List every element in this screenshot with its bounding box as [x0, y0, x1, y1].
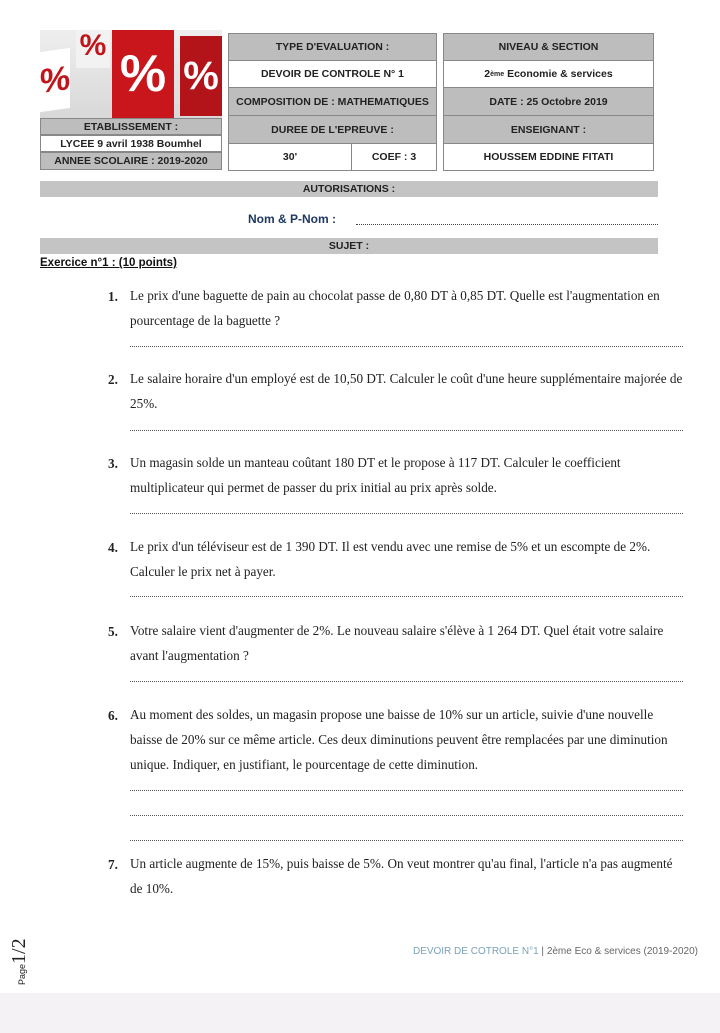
question-number: 6.: [108, 708, 118, 723]
eval-type: DEVOIR DE CONTROLE N° 1: [228, 60, 437, 88]
logo-cube: %: [112, 30, 174, 118]
exercise-title: Exercice n°1 : (10 points): [40, 257, 177, 269]
question-number: 1.: [108, 289, 118, 304]
logo-cube: %: [180, 36, 222, 116]
eval-type-label: TYPE D'EVALUATION :: [228, 33, 437, 61]
level-text: Economie & services: [507, 68, 613, 80]
question-text: Le prix d'une baguette de pain au chocolat passe de 0,80 DT à 0,85 DT. Quelle est l'augmentation en pourcentage de la baguette ?: [130, 288, 660, 328]
composition: COMPOSITION DE : MATHEMATIQUES: [228, 87, 437, 116]
duration-label: DUREE DE L'EPREUVE :: [228, 115, 437, 144]
page-word: Page: [17, 963, 27, 985]
level-sup: ème: [490, 70, 505, 78]
teacher: HOUSSEM EDDINE FITATI: [443, 143, 654, 171]
level-label: NIVEAU & SECTION: [443, 33, 654, 61]
level-num: 2: [484, 68, 491, 80]
autorisations-bar: AUTORISATIONS :: [40, 181, 658, 197]
question-text: Un article augmente de 15%, puis baisse de 5%. On veut montrer qu'au final, l'article n'a pas augmenté de 10%.: [130, 856, 673, 896]
question-number: 5.: [108, 624, 118, 639]
sujet-bar: SUJET :: [40, 238, 658, 254]
answer-line[interactable]: [130, 430, 683, 431]
duration: 30': [228, 143, 352, 171]
question-text: Le prix d'un téléviseur est de 1 390 DT. Il est vendu avec une remise de 5% et un escompte de 2%. Calculer le prix net à payer.: [130, 539, 651, 579]
answer-line[interactable]: [130, 681, 683, 682]
question-number: 3.: [108, 456, 118, 471]
question-text: Le salaire horaire d'un employé est de 10,50 DT. Calculer le coût d'une heure supplémentaire majorée de 25%.: [130, 371, 683, 411]
page-number: [8, 938, 31, 985]
question-text: Au moment des soldes, un magasin propose une baisse de 10% sur un article, suivie d'une nouvelle baisse de 20% sur ce même article. Ces deux diminutions peuvent être remplacées par une diminution unique. Indiquer, en justifiant, le pourcentage de cette diminution.: [130, 707, 668, 772]
footer-subtitle: 2ème Eco & services (2019-2020): [546, 946, 698, 957]
school-year: ANNEE SCOLAIRE : 2019-2020: [40, 152, 222, 170]
answer-line[interactable]: [130, 596, 683, 597]
footer-separator: |: [541, 946, 545, 957]
answer-line[interactable]: [130, 840, 683, 841]
page-num: 1/2: [8, 938, 30, 964]
answer-line[interactable]: [130, 513, 683, 514]
establishment: LYCEE 9 avril 1938 Boumhel: [40, 135, 222, 152]
question-number: 7.: [108, 857, 118, 872]
logo-cube: %: [40, 48, 70, 112]
establishment-label: ETABLISSEMENT :: [40, 118, 222, 135]
name-label: Nom & P-Nom :: [248, 212, 336, 226]
answer-line[interactable]: [130, 346, 683, 347]
question-number: 4.: [108, 540, 118, 555]
question-text: Un magasin solde un manteau coûtant 180 DT et le propose à 117 DT. Calculer le coefficient multiplicateur qui permet de passer du prix initial au prix après solde.: [130, 455, 621, 495]
exam-date: DATE : 25 Octobre 2019: [443, 87, 654, 116]
logo-cube: %: [76, 30, 110, 68]
question-number: 2.: [108, 372, 118, 387]
question-text: Votre salaire vient d'augmenter de 2%. Le nouveau salaire s'élève à 1 264 DT. Quel était votre salaire avant l'augmentation ?: [130, 623, 664, 663]
name-field[interactable]: [356, 224, 658, 225]
teacher-label: ENSEIGNANT :: [443, 115, 654, 144]
footer-text: [413, 946, 698, 957]
answer-line[interactable]: [130, 790, 683, 791]
coef: COEF : 3: [351, 143, 437, 171]
footer-title: DEVOIR DE COTROLE N°1: [412, 946, 539, 957]
percent-cubes-logo: [40, 30, 222, 118]
level: [443, 60, 654, 88]
answer-line[interactable]: [130, 815, 683, 816]
